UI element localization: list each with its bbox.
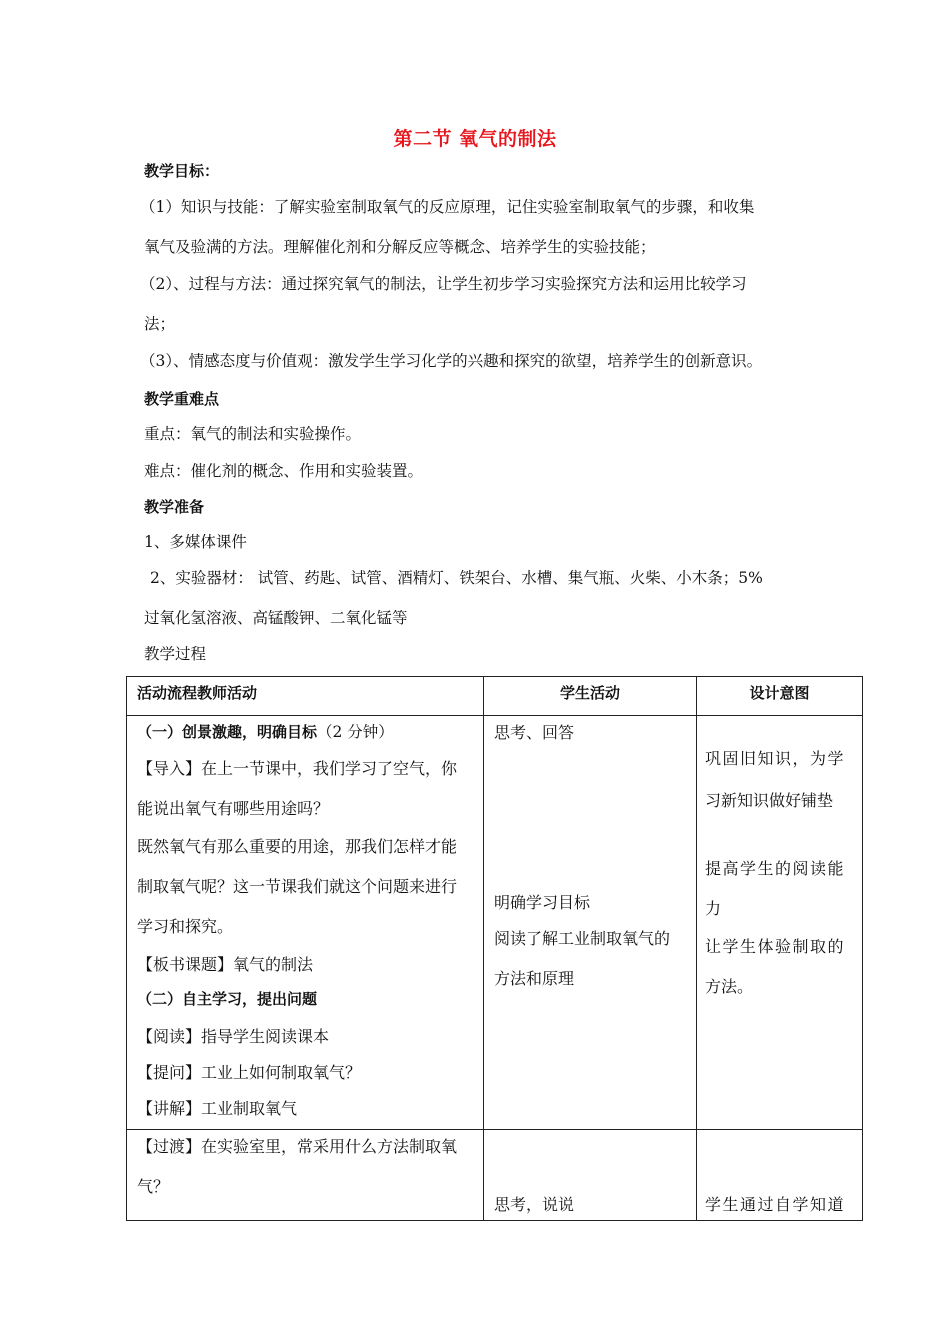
section-2-heading: （二）自主学习，提出问题 [137, 990, 318, 1008]
header-intent-cell [697, 677, 863, 716]
section-1-heading [137, 720, 394, 742]
intent-1-line-2: 习新知识做好铺垫 [705, 791, 834, 810]
intent-3-line-1: 让学生体验制取的 [705, 937, 846, 956]
preparation-heading: 教学准备 [144, 498, 205, 516]
read-item: 【阅读】指导学生阅读课本 [137, 1027, 330, 1046]
intent-2-line-2: 力 [705, 899, 722, 918]
preparation-item-2-line-1: 2、实验器材： 试管、药匙、试管、酒精灯、铁架台、水槽、集气瓶、火柴、小木条；5% [150, 569, 763, 587]
objective-1-line-2: 氧气及验满的方法。理解催化剂和分解反应等概念、培养学生的实验技能； [144, 238, 656, 256]
key-points-heading: 教学重难点 [144, 390, 220, 408]
header-student-cell [484, 677, 697, 716]
student-activity-3-line-1: 阅读了解工业制取氧气的 [494, 929, 671, 948]
objective-1-line-1: （1）知识与技能：了解实验室制取氧气的反应原理，记住实验室制取氧气的步骤，和收集 [140, 198, 755, 216]
student-activity-1: 思考、回答 [494, 723, 575, 742]
row1-intent-cell [697, 716, 863, 1130]
page-title: 第二节 氧气的制法 [393, 128, 557, 150]
objective-2-line-1: （2）、过程与方法：通过探究氧气的制法，让学生初步学习实验探究方法和运用比较学习 [140, 275, 747, 293]
board-title: 【板书课题】氧气的制法 [137, 955, 314, 974]
student-activity-3-line-2: 方法和原理 [494, 969, 575, 988]
ask-item: 【提问】工业上如何制取氧气？ [137, 1063, 362, 1082]
key-point: 重点：氧气的制法和实验操作。 [144, 425, 362, 443]
intent-1-line-1: 巩固旧知识，为学 [705, 749, 846, 768]
objectives-heading: 教学目标： [144, 162, 220, 180]
student-activity-2: 明确学习目标 [494, 893, 591, 912]
row2-student-cell [484, 1130, 697, 1221]
section-1-bold: （一）创景激趣，明确目标 [137, 723, 318, 741]
explain-item: 【讲解】工业制取氧气 [137, 1099, 298, 1118]
row2-intent: 学生通过自学知道 [705, 1195, 846, 1214]
question-line-2: 制取氧气呢？这一节课我们就这个问题来进行 [137, 877, 458, 896]
preparation-item-1: 1、多媒体课件 [144, 533, 247, 551]
intro-line-1: 【导入】在上一节课中，我们学习了空气，你 [137, 759, 458, 778]
header-intent: 设计意图 [749, 684, 810, 702]
intent-3-line-2: 方法。 [705, 977, 754, 996]
row2-student-activity: 思考，说说 [494, 1195, 575, 1214]
process-label: 教学过程 [144, 645, 207, 663]
objective-3: （3）、情感态度与价值观：激发学生学习化学的兴趣和探究的欲望，培养学生的创新意识。 [140, 352, 763, 370]
question-line-3: 学习和探究。 [137, 917, 234, 936]
header-teacher-cell [127, 677, 484, 716]
table-header-row [127, 677, 863, 716]
header-teacher: 活动流程教师活动 [137, 684, 258, 702]
intro-line-2: 能说出氧气有哪些用途吗？ [137, 799, 330, 818]
objective-2-line-2: 法； [144, 315, 176, 333]
row2-teacher-cell [127, 1130, 484, 1221]
intent-2-line-1: 提高学生的阅读能 [705, 859, 846, 878]
question-line-1: 既然氧气有那么重要的用途，那我们怎样才能 [137, 837, 458, 856]
row1-student-cell [484, 716, 697, 1130]
transition-line-2: 气？ [137, 1177, 170, 1196]
transition-line-1: 【过渡】在实验室里，常采用什么方法制取氧 [137, 1137, 458, 1156]
table-row [127, 716, 863, 1130]
row2-intent-cell [697, 1130, 863, 1221]
header-student: 学生活动 [559, 684, 620, 702]
table-row [127, 1130, 863, 1221]
difficult-point: 难点：催化剂的概念、作用和实验装置。 [144, 462, 424, 480]
section-1-duration: （2 分钟） [317, 723, 394, 741]
row1-teacher-cell [127, 716, 484, 1130]
preparation-item-2-line-2: 过氧化氢溶液、高锰酸钾、二氧化锰等 [144, 609, 408, 627]
lesson-plan-table [126, 676, 863, 1221]
